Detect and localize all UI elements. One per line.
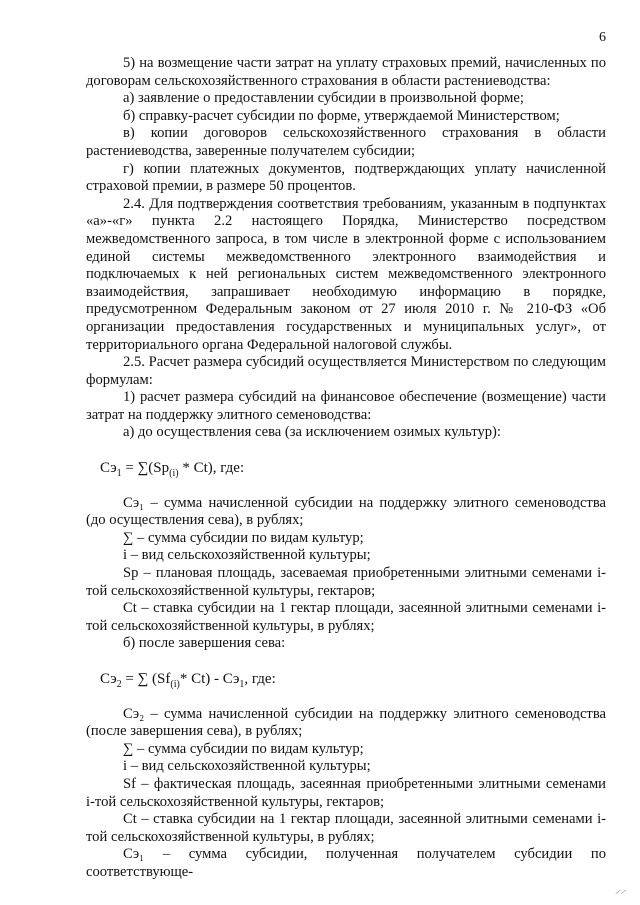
formula-subscript: 2 xyxy=(116,679,122,690)
paragraph: ∑ – сумма субсидии по видам культур; xyxy=(123,740,364,757)
paragraph: б) справку-расчет субсидии по форме, утверждаемой Министерством; xyxy=(123,107,560,124)
section-intro xyxy=(86,55,606,442)
formula-subscript: 1 xyxy=(116,468,122,480)
formula-term: , где: xyxy=(244,671,276,687)
document-body xyxy=(86,55,606,882)
paragraph: в) копии договоров сельскохозяйственного страхования в области растениеводства, заверенные получателем субсидии; xyxy=(86,125,606,159)
section-definitions-2 xyxy=(86,706,606,882)
section-definitions-1 xyxy=(86,495,606,653)
spacer xyxy=(86,442,606,460)
paragraph: а) заявление о предоставлении субсидии в произвольной форме; xyxy=(123,90,524,107)
formula-subscript: (i) xyxy=(170,679,180,690)
paragraph: Сэ₁ – сумма начисленной субсидии на поддержку элитного семеноводства (до осуществления сева), в рублях; xyxy=(86,494,606,529)
spacer xyxy=(86,653,606,671)
paragraph: 2.4. Для подтверждения соответствия требованиям, указанным в подпунктах «а»-«г» пункта 2.2 настоящего Порядка, Министерство посредством межведомственного запроса, в том числе в электронной форме с использованием единой системы межведомственного электронного взаимодействия и подключаемых к ней региональных систем межведомственного электронного взаимодействия, запрашивает необходимую информацию в порядке, предусмотренном Федеральным законом от 27 июля 2010 г. № 210-ФЗ «Об организации предоставления государственных и муниципальных услуг», от территориального органа Федеральной налоговой службы. xyxy=(86,195,606,353)
paragraph: б) после завершения сева: xyxy=(123,635,286,652)
formula-before-sowing xyxy=(86,460,606,483)
formula-term: Сэ xyxy=(100,460,117,477)
paragraph: Sp – плановая площадь, засеваемая приобретенными элитными семенами i-той сельскохозяйственной культуры, гектаров; xyxy=(86,565,606,599)
spacer xyxy=(86,483,606,495)
paragraph: ∑ – сумма субсидии по видам культур; xyxy=(123,529,364,546)
paragraph: Ct – ставка субсидии на 1 гектар площади, засеянной элитными семенами i-той сельскохозяйственной культуры, в рублях; xyxy=(86,600,606,634)
paragraph: i – вид сельскохозяйственной культуры; xyxy=(123,547,371,564)
paragraph: а) до осуществления сева (за исключением озимых культур): xyxy=(123,424,501,441)
formula-term: = ∑(Sp xyxy=(121,460,170,477)
paragraph: 5) на возмещение части затрат на уплату страховых премий, начисленных по договорам сельскохозяйственного страхования в области растениеводства: xyxy=(86,55,606,89)
formula-term: = ∑ (Sf xyxy=(121,671,171,687)
paragraph: Sf – фактическая площадь, засеянная приобретенными элитными семенами i-той сельскохозяйственной культуры, гектаров; xyxy=(86,775,606,810)
formula-term: * Ct) - Сэ xyxy=(179,671,240,687)
scan-mark: ⸝⸝ xyxy=(615,884,626,896)
paragraph: г) копии платежных документов, подтверждающих уплату начисленной страховой премии, в размере 50 процентов. xyxy=(86,160,606,195)
page-number: 6 xyxy=(599,30,606,45)
spacer xyxy=(86,694,606,706)
formula-subscript: 1 xyxy=(239,679,245,690)
formula-term: * Ct), где: xyxy=(178,460,245,477)
formula-term: Сэ xyxy=(100,671,117,687)
paragraph: 2.5. Расчет размера субсидий осуществляется Министерством по следующим формулам: xyxy=(86,354,606,388)
paragraph: Ct – ставка субсидии на 1 гектар площади, засеянной элитными семенами i-той сельскохозяйственной культуры, в рублях; xyxy=(86,811,606,845)
paragraph: i – вид сельскохозяйственной культуры; xyxy=(123,758,371,775)
formula-after-sowing xyxy=(86,671,606,694)
paragraph: 1) расчет размера субсидий на финансовое обеспечение (возмещение) части затрат на поддержку элитного семеноводства: xyxy=(86,389,606,423)
paragraph: Сэ₂ – сумма начисленной субсидии на поддержку элитного семеноводства (после завершения сева), в рублях; xyxy=(86,705,606,740)
paragraph: Сэ₁ – сумма субсидии, полученная получателем субсидии по соответствующе- xyxy=(86,846,606,880)
formula-subscript: (i) xyxy=(169,468,179,480)
